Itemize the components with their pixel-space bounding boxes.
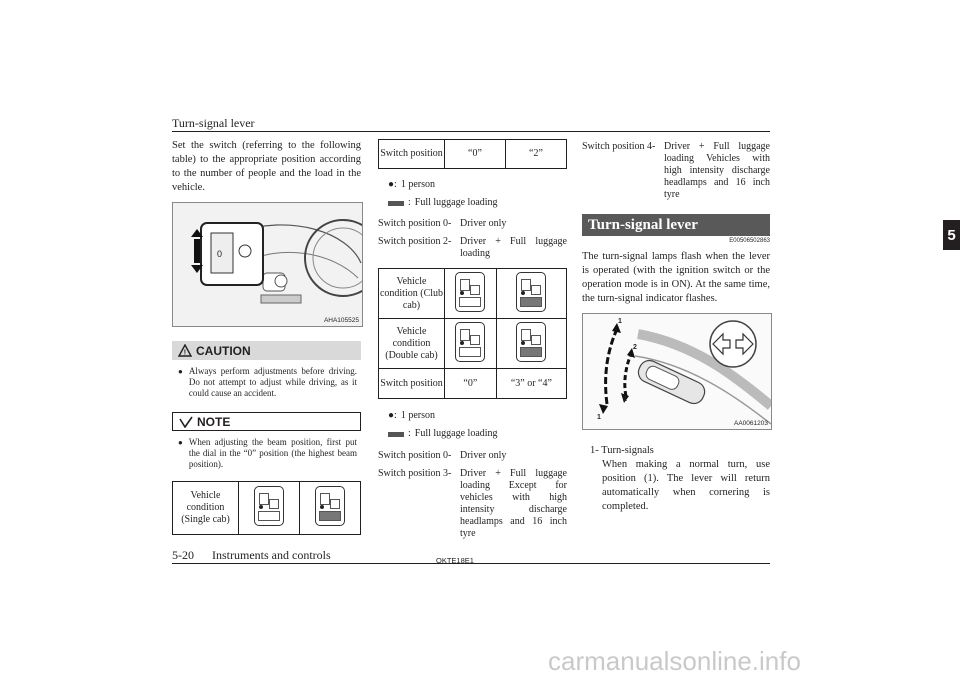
figure-label: 1 (597, 414, 601, 421)
table-cell: “3” or “4” (496, 369, 566, 399)
list-item: Switch position 0- Driver only (378, 218, 507, 229)
document-code: OKTE18E1 (436, 556, 474, 565)
running-header: Turn-signal lever (172, 116, 255, 130)
load-single-icon (254, 486, 284, 526)
luggage-box-icon (388, 432, 404, 437)
person-dot-icon: ●: (388, 179, 397, 190)
person-dot-icon: ●: (388, 410, 397, 421)
table-row-label: Switch position (379, 369, 445, 399)
load-full-luggage-icon (516, 272, 546, 312)
position-item-c: Switch position 4- Driver + Full luggage loading Vehicles with high intensity discharge headlamps and 16 inch tyre (582, 141, 770, 200)
warning-triangle-icon (178, 344, 192, 357)
caution-heading (172, 341, 361, 360)
figure-code: AA0061203 (734, 420, 768, 427)
footer-section: Instruments and controls (212, 548, 331, 562)
caution-box (172, 341, 361, 399)
caution-item (172, 360, 361, 399)
position-list-b (378, 450, 567, 540)
watermark: carmanualsonline.info (548, 646, 801, 676)
figure-label: 2 (623, 396, 627, 403)
headlamp-leveling-figure (172, 202, 363, 327)
table-cell (445, 319, 497, 369)
bullet-icon: ● (178, 438, 183, 447)
section-code: E00506502863 (729, 238, 770, 244)
section-title: Turn-signal lever (582, 214, 770, 236)
item-list (590, 444, 770, 514)
dashboard-illustration (173, 203, 362, 326)
turn-signal-paragraph: The turn-signal lamps flash when the lever is operated (with the ignition switch or the operation mode is in ON). At the same time, the turn-signal indicator flashes. (582, 251, 770, 304)
svg-text:0: 0 (217, 249, 223, 259)
list-item: Switch position 3- Driver + Full luggage loading Except for vehicles with high intensity discharge headlamps and 16 inch tyre (378, 468, 567, 539)
luggage-box-icon (388, 201, 404, 206)
bullet-icon: ● (178, 367, 183, 376)
legend-person: ●: 1 person (388, 179, 435, 190)
legend-person: ●: 1 person (388, 410, 435, 421)
figure-label: 1 (618, 318, 622, 325)
pencil-note-icon (179, 416, 193, 428)
note-item (172, 431, 361, 470)
item-title: 1- Turn-signals (590, 445, 654, 456)
list-item: Switch position 0- Driver only (378, 450, 507, 461)
turn-signal-lever-illustration (583, 314, 771, 429)
table-cell: “2” (506, 140, 567, 169)
load-full-luggage-icon (315, 486, 345, 526)
legend-2 (388, 409, 498, 441)
note-title: NOTE (197, 414, 231, 429)
table-cell (445, 269, 497, 319)
table-row-label: Vehicle condition (Single cab) (173, 482, 239, 535)
position-list-a (378, 218, 567, 260)
item-text: When making a normal turn, use position (1). The lever will return automatically when cornering is completed. (602, 459, 770, 512)
figure-label: 2 (633, 344, 637, 351)
figure-code: AHA105525 (323, 317, 359, 324)
note-text: When adjusting the beam position, first put the dial in the “0” position (the highest beam position). (188, 437, 357, 469)
turn-signal-figure (582, 313, 772, 430)
page-number: 5-20 (172, 548, 194, 562)
legend-luggage: : Full luggage loading (388, 196, 498, 210)
list-item: Switch position 2- Driver + Full luggage loading (378, 236, 567, 259)
legend-luggage: : Full luggage loading (388, 427, 498, 441)
table-row-label: Vehicle condition (Club cab) (379, 269, 445, 319)
table-cell (239, 482, 300, 535)
caution-text: Always perform adjustments before driving. Do not attempt to adjust while driving, as it could cause an accident. (188, 366, 357, 398)
intro-paragraph: Set the switch (referring to the following table) to the appropriate position according to the number of people and the load in the vehicle. (172, 140, 361, 193)
table-cell (496, 269, 566, 319)
table-cell (300, 482, 361, 535)
note-box (172, 412, 361, 470)
chapter-tab: 5 (943, 220, 960, 250)
table-cell: “0” (445, 140, 506, 169)
single-cab-table (172, 481, 361, 535)
caution-title: CAUTION (196, 343, 251, 358)
load-single-icon (455, 322, 485, 362)
page-footer (172, 548, 331, 563)
legend-1 (388, 178, 498, 210)
table-row-label: Switch position (379, 140, 445, 169)
single-cab-position-row (378, 139, 567, 169)
club-double-cab-table (378, 268, 567, 399)
svg-text:!: ! (183, 349, 187, 357)
note-heading (172, 412, 361, 431)
load-single-icon (455, 272, 485, 312)
header-rule (172, 131, 770, 132)
table-row-label: Vehicle condition (Double cab) (379, 319, 445, 369)
table-cell (496, 319, 566, 369)
table-cell: “0” (445, 369, 497, 399)
load-full-luggage-icon (516, 322, 546, 362)
